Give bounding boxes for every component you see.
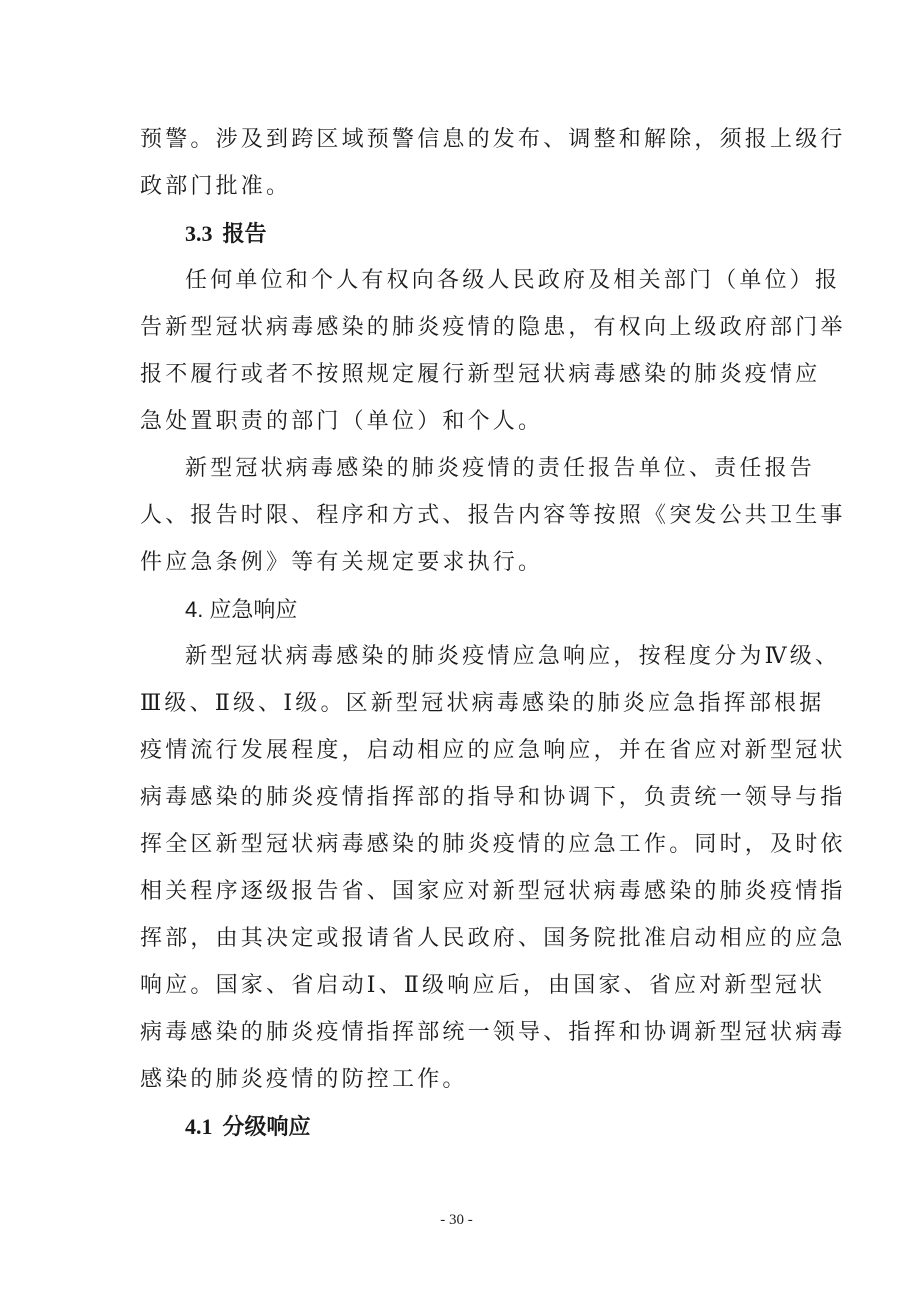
text-line: 报不履行或者不按照规定履行新型冠状病毒感染的肺炎疫情应 (140, 362, 821, 387)
text-line: 件应急条例》等有关规定要求执行。 (140, 550, 544, 575)
text-line: Ⅲ级、Ⅱ级、Ⅰ级。区新型冠状病毒感染的肺炎应急指挥部根据 (140, 691, 825, 716)
page-number: - 30 - (440, 1212, 473, 1228)
text-line: 感染的肺炎疫情的防控工作。 (140, 1067, 468, 1092)
text-line: 任何单位和个人有权向各级人民政府及相关部门（单位）报 (185, 268, 841, 293)
text-line: 新型冠状病毒感染的肺炎疫情应急响应，按程度分为Ⅳ级、 (185, 644, 841, 669)
text-line: 相关程序逐级报告省、国家应对新型冠状病毒感染的肺炎疫情指 (140, 879, 846, 904)
text-line: 人、报告时限、程序和方式、报告内容等按照《突发公共卫生事 (140, 503, 846, 528)
section-number: 4.1 (185, 1114, 213, 1139)
text-line: 疫情流行发展程度，启动相应的应急响应，并在省应对新型冠状 (140, 738, 846, 763)
section-heading-3-3 (185, 219, 267, 249)
section-number: 3.3 (185, 221, 213, 246)
text-line: 预警。涉及到跨区域预警信息的发布、调整和解除，须报上级行 (140, 127, 846, 152)
section-title: 应急响应 (209, 598, 298, 623)
text-line: 挥部，由其决定或报请省人民政府、国务院批准启动相应的应急 (140, 926, 846, 951)
section-title: 报告 (222, 221, 267, 247)
text-line: 挥全区新型冠状病毒感染的肺炎疫情的应急工作。同时，及时依 (140, 832, 846, 857)
text-line: 告新型冠状病毒感染的肺炎疫情的隐患，有权向上级政府部门举 (140, 315, 846, 340)
text-line: 响应。国家、省启动Ⅰ、Ⅱ级响应后，由国家、省应对新型冠状 (140, 973, 826, 998)
text-line: 政部门批准。 (140, 174, 292, 199)
text-line: 急处置职责的部门（单位）和个人。 (140, 409, 544, 434)
section-title: 分级响应 (222, 1114, 311, 1140)
text-line: 病毒感染的肺炎疫情指挥部的指导和协调下，负责统一领导与指 (140, 785, 846, 810)
section-heading-4-1 (185, 1112, 311, 1142)
text-line: 病毒感染的肺炎疫情指挥部统一领导、指挥和协调新型冠状病毒 (140, 1020, 846, 1045)
text-line: 新型冠状病毒感染的肺炎疫情的责任报告单位、责任报告 (185, 456, 816, 481)
section-number: 4. (185, 597, 204, 622)
section-heading-4 (185, 595, 297, 626)
